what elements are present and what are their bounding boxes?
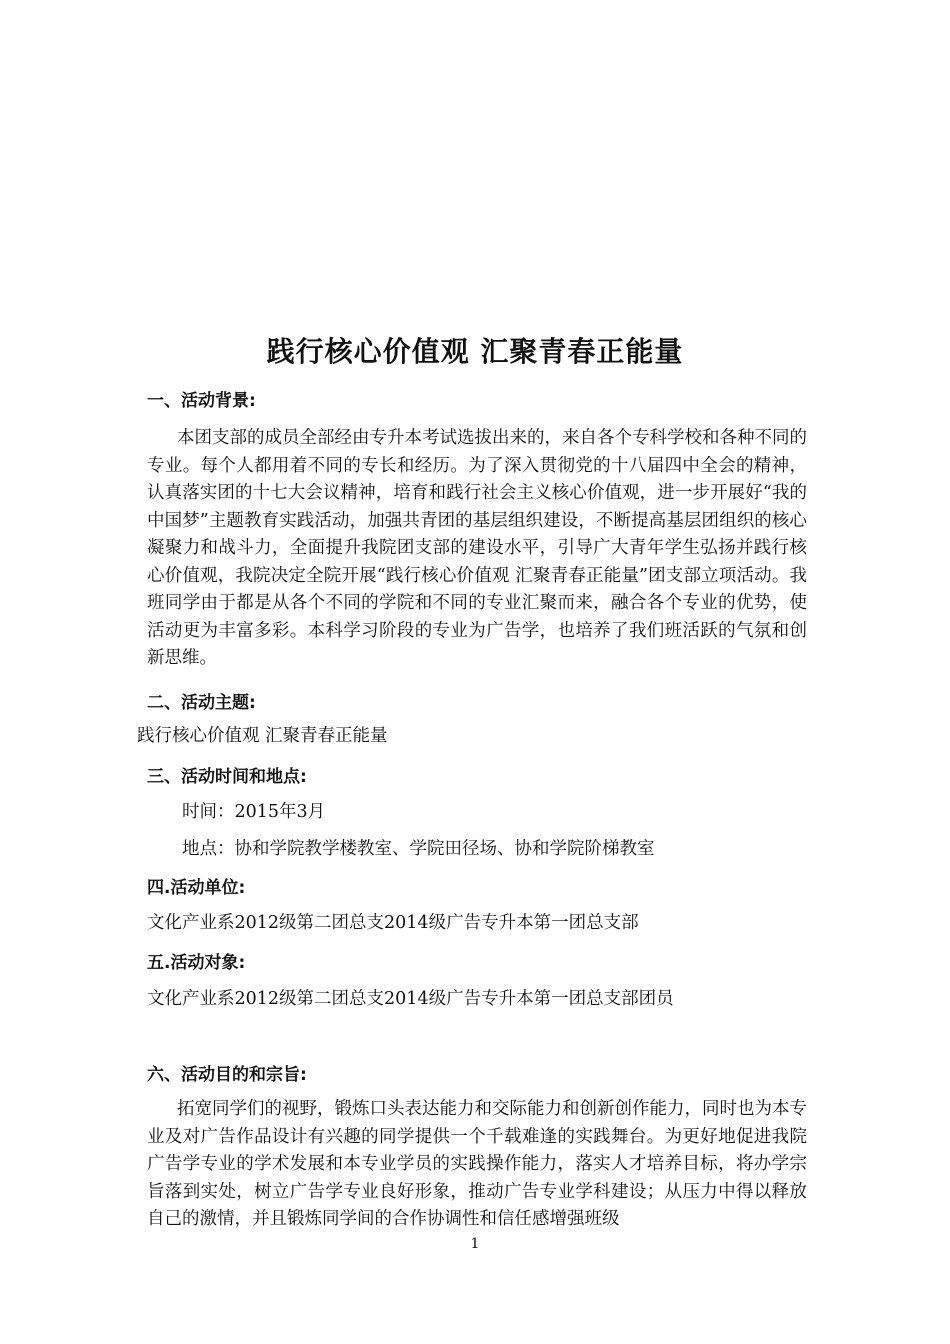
section-heading-purpose: 六、活动目的和宗旨: — [147, 1065, 307, 1085]
background-paragraph-text: 本团支部的成员全部经由专升本考试选拔出来的，来自各个专科学校和各种不同的专业。每个人都用着不同的专长和经历。为了深入贯彻党的十八届四中全会的精神，认真落实团的十七大会议精神，培育和践行社会主义核心价值观，进一步开展好“我的中国梦”主题教育实践活动，加强共青团的基层组织建设，不断提高基层团组织的核心凝聚力和战斗力，全面提升我院团支部的建设水平，引导广大青年学生弘扬并践行核心价值观，我院决定全院开展“践行核心价值观 汇聚青春正能量”团支部立项活动。我班同学由于都是从各个不同的学院和不同的专业汇聚而来，融合各个专业的优势，使活动更为丰富多彩。本科学习阶段的专业为广告学，也培养了我们班活跃的气氛和创新思维。 — [147, 428, 807, 668]
section-heading-unit: 四.活动单位: — [147, 878, 246, 898]
unit-text: 文化产业系2012级第二团总支2014级广告专升本第一团总支部 — [147, 913, 639, 933]
target-text: 文化产业系2012级第二团总支2014级广告专升本第一团总支部团员 — [147, 989, 674, 1009]
section-heading-theme: 二、活动主题: — [147, 693, 256, 713]
section-heading-background: 一、活动背景: — [147, 391, 256, 411]
section-heading-target: 五.活动对象: — [147, 953, 246, 973]
theme-text: 践行核心价值观 汇聚青春正能量 — [137, 726, 388, 746]
activity-time: 时间：2015年3月 — [182, 802, 326, 822]
purpose-paragraph-text: 拓宽同学们的视野，锻炼口头表达能力和交际能力和创新创作能力，同时也为本专业及对广告作品设计有兴趣的同学提供一个千载难逢的实践舞台。为更好地促进我院广告学专业的学术发展和本专业学员的实践操作能力，落实人才培养目标，将办学宗旨落到实处，树立广告学专业良好形象，推动广告专业学科建设；从压力中得以释放自己的激情，并且锻炼同学间的合作协调性和信任感增强班级 — [147, 1099, 807, 1229]
background-paragraph — [147, 425, 807, 673]
purpose-paragraph — [147, 1096, 807, 1234]
activity-place: 地点：协和学院教学楼教室、学院田径场、协和学院阶梯教室 — [182, 839, 655, 859]
document-title: 践行核心价值观 汇聚青春正能量 — [266, 335, 684, 368]
section-heading-time-place: 三、活动时间和地点: — [147, 767, 307, 787]
page-number: 1 — [470, 1236, 480, 1252]
